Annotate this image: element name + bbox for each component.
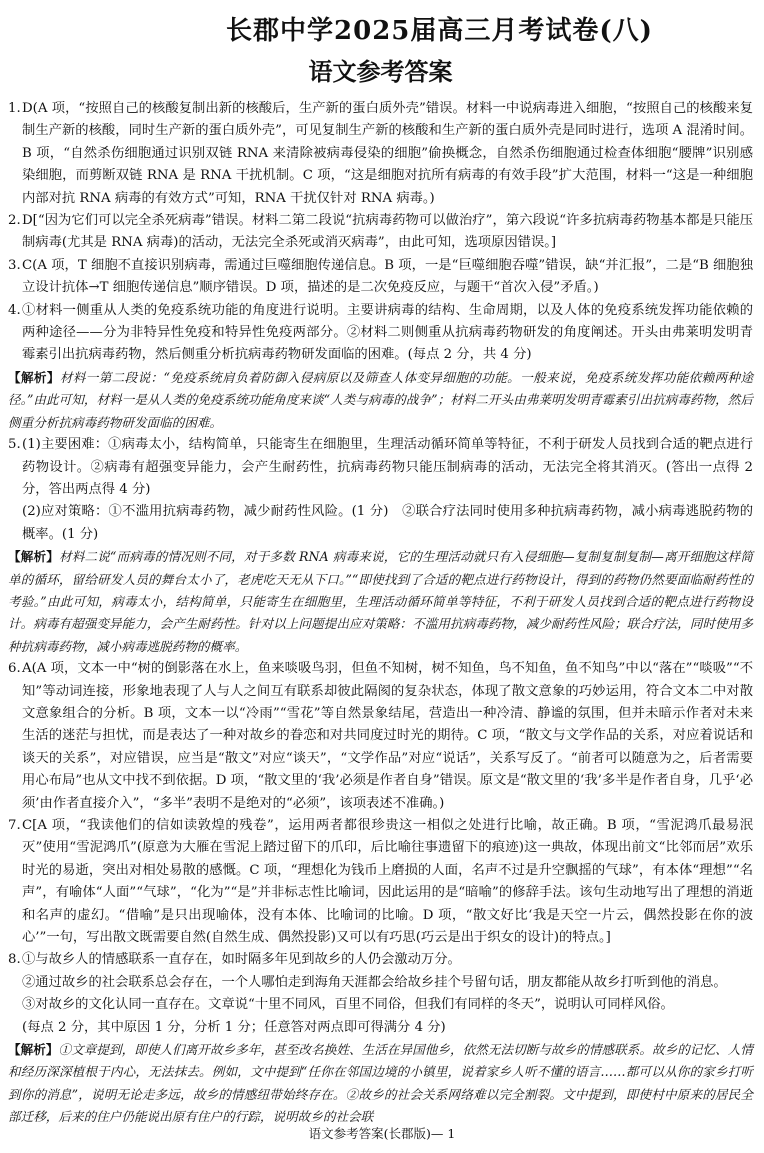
answer-item-4 bbox=[8, 300, 753, 367]
analysis-text: 材料二说“而病毒的情况则不同，对于多数 RNA 病毒来说，它的生理活动就只有入侵细胞—复制复制复制—离开细胞这样简单的循环，留给研发人员的舞台太小了，老虎吃天无从下口。”“即使找到了合适的靶点进行药物设计，得到的药物仍然要面临耐药性的考验。”由此可知，病毒太小，结构简单，只能寄生在细胞里，生理活动循环简单等特征，不利于研发人员找到合适的靶点进行药物设计。病毒有超强变异能力，会产生耐药性。针对以上问题提出应对策略：不滥用抗病毒药物，减少耐药性风险；联合疗法，同时使用多种抗病毒药物，减小病毒逃脱药物的概率。 bbox=[8, 549, 754, 654]
answer-number: 8. bbox=[8, 952, 21, 968]
answer-item-3 bbox=[8, 255, 753, 300]
answer-8-point-2: ②通过故乡的社会联系总会存在，一个人哪怕走到海角天涯都会给故乡挂个号留句话，朋友都能从故乡打听到他的消息。 bbox=[22, 974, 727, 990]
answer-item-8 bbox=[8, 949, 753, 971]
analysis-5 bbox=[8, 546, 753, 658]
answer-text: ①材料一侧重从人类的免疫系统功能的角度进行说明。主要讲病毒的结构、生命周期，以及人体的免疫系统发挥功能依赖的两种途径——分为非特异性免疫和特异性免疫两部分。②材料二则侧重从抗病毒药物研发的角度阐述。开头由弗莱明发明青霉素引出抗病毒药物，然后侧重分析抗病毒药物研发面临的困难。(每点 2 分，共 4 分) bbox=[22, 302, 753, 363]
answer-text: D[“因为它们可以完全杀死病毒”错误。材料二第二段说“抗病毒药物可以做治疗”，第六段说“许多抗病毒药物基本都是只能压制病毒(尤其是 RNA 病毒)的活动，无法完全杀死或消灭病毒”，由此可知，选项原因错误。] bbox=[22, 213, 753, 251]
answer-item-7 bbox=[8, 815, 753, 949]
analysis-tag: 【解析】 bbox=[8, 369, 60, 385]
answer-content bbox=[8, 98, 753, 1129]
answer-item-5 bbox=[8, 434, 753, 501]
analysis-tag: 【解析】 bbox=[8, 549, 59, 565]
answer-number: 5. bbox=[8, 437, 21, 453]
answer-number: 6. bbox=[8, 661, 21, 677]
answer-text: D(A 项，“按照自己的核酸复制出新的核酸后，生产新的蛋白质外壳”错误。材料一中说病毒进入细胞，“按照自己的核酸来复制生产新的核酸，同时生产新的蛋白质外壳”，可见复制生产新的核酸和生产新的蛋白质外壳是同时进行，选项 A 混淆时间。B 项，“自然杀伤细胞通过识别双链 RNA 来清除被病毒侵染的细胞”偷换概念，自然杀伤细胞通过检查体细胞“腰牌”识别感染细胞，而剪断双链 RNA 是 RNA 干扰机制。C 项，“这是细胞对抗所有病毒的有效手段”扩大范围，材料一“这是一种细胞内部对抗 RNA 病毒的有效方式”可知，RNA 干扰仅针对 RNA 病毒。) bbox=[22, 101, 753, 206]
answer-number: 1. bbox=[8, 101, 21, 116]
analysis-8 bbox=[8, 1039, 753, 1129]
answer-item-6 bbox=[8, 658, 753, 815]
analysis-text: ①文章提到，即使人们离开故乡多年，甚至改名换姓、生活在异国他乡，依然无法切断与故乡的情感联系。故乡的记忆、人情和经历深深植根于内心，无法抹去。例如，文中提到“任你在邻国边境的小镇里，说着家乡人听不懂的语言……都可以从你的家乡打听到你的消息”，说明无论走多远，故乡的情感纽带始终存在。②故乡的社会关系网络难以完全割裂。文中提到，即使村中原来的居民全部迁移，后来的住户仍能说出原有住户的行踪，说明故乡的社会联 bbox=[8, 1042, 754, 1125]
answer-text: C[A 项，“我读他们的信如读敦煌的残卷”，运用两者都很珍贵这一相似之处进行比喻，故正确。B 项，“雪泥鸿爪最易泯灭”使用“雪泥鸿爪”(原意为大雁在雪泥上踏过留下的爪印，后比喻往事遗留下的痕迹)这一典故，体现出前文“比邻而居”欢乐时光的易逝，突出对相处易散的感慨。C 项，“理想化为钱币上磨损的人面，名声不过是升空飘摇的气球”，有本体“理想”“名声”，有喻体“人面”“气球”，“化为”“是”并非标志性比喻词，因此运用的是“暗喻”的修辞手法。该句生动地写出了理想的消逝和名声的虚幻。“借喻”是只出现喻体，没有本体、比喻词的比喻。D 项，“散文好比‘我是天空一片云，偶然投影在你的波心’”一句，写出散文既需要自然(自然生成、偶然投影)又可以有巧思(巧云是出于织女的设计)的特点。] bbox=[22, 818, 753, 946]
answer-number: 7. bbox=[8, 818, 21, 833]
analysis-tag: 【解析】 bbox=[8, 1042, 59, 1058]
analysis-text: 材料一第二段说：“免疫系统肩负着防御入侵病原以及筛查人体变异细胞的功能。一般来说，免疫系统发挥功能依赖两种途径。”由此可知，材料一是从人类的免疫系统功能角度来谈“人类与病毒的战争”；材料二开头由弗莱明发明青霉素引出抗病毒药物，然后侧重分析抗病毒药物研发面临的困难。 bbox=[8, 369, 753, 430]
answer-text: C(A 项，T 细胞不直接识别病毒，需通过巨噬细胞传递信息。B 项，一是“巨噬细胞吞噬”错误，缺“并汇报”，二是“B 细胞独立设计抗体→T 细胞传递信息”顺序错误。D 项，描述的是二次免疫反应，与题干“首次入侵”矛盾。) bbox=[22, 257, 753, 296]
analysis-4 bbox=[8, 367, 753, 434]
document-title: 长郡中学2025届高三月考试卷(八) bbox=[226, 16, 653, 46]
page-footer: 语文参考答案(长郡版)— 1 bbox=[308, 1126, 456, 1141]
answer-item-1 bbox=[8, 98, 753, 210]
answer-5-part-2: (2)应对策略：①不滥用抗病毒药物，减少耐药性风险。(1 分) ②联合疗法同时使用多种抗病毒药物，减小病毒逃脱药物的概率。(1 分) bbox=[22, 504, 753, 542]
answer-text: A(A 项，文本一中“树的倒影落在水上，鱼来啖吸鸟羽，但鱼不知树，树不知鱼，鸟不知鱼，鱼不知鸟”中以“落在”“啖吸”“不知”等动词连接，形象地表现了人与人之间互有联系却彼此隔阂的复杂状态，体现了散文意象的巧妙运用，符合文本二中对散文意象组合的分析。B 项，文本一以“冷雨”“雪花”等自然景象结尾，营造出一种冷清、静谧的氛围，但并未暗示作者对未来生活的迷茫与担忧，而是表达了一种对故乡的眷恋和对共同度过时光的期待。C 项，“散文与文学作品的关系，对应着说话和谈天的关系”，对应错误，应当是“散文”对应“谈天”，“文学作品”对应“说话”，关系写反了。“前者可以随意为之，后者需要用心布局”也从文中找不到依据。D 项，“散文里的‘我’必须是作者自身”错误。原文是“散文里的‘我’多半是作者自身，几乎‘必须’由作者直接介入”，“多半”表明不是绝对的“必须”，该项表述不准确。) bbox=[22, 661, 753, 811]
answer-text: (1)主要困难：①病毒太小，结构简单，只能寄生在细胞里，生理活动循环简单等特征，不利于研发人员找到合适的靶点进行药物设计。②病毒有超强变异能力，会产生耐药性，抗病毒药物只能压制病毒的活动，无法完全将其消灭。(答出一点得 2 分，答出两点得 4 分) bbox=[22, 437, 753, 497]
answer-item-2 bbox=[8, 210, 753, 255]
answer-number: 2. bbox=[8, 213, 21, 229]
answer-text: ①与故乡人的情感联系一直存在，如时隔多年见到故乡的人仍会激动万分。 bbox=[22, 952, 461, 968]
answer-8-scoring: (每点 2 分，其中原因 1 分，分析 1 分；任意答对两点即可得满分 4 分) bbox=[22, 1019, 446, 1035]
answer-number: 3. bbox=[8, 257, 21, 273]
answer-8-point-3: ③对故乡的文化认同一直存在。文章说“十里不同风，百里不同俗，但我们有同样的冬天”，说明认可同样风俗。 bbox=[22, 997, 674, 1013]
answer-number: 4. bbox=[8, 302, 21, 318]
document-subtitle: 语文参考答案 bbox=[308, 58, 453, 86]
